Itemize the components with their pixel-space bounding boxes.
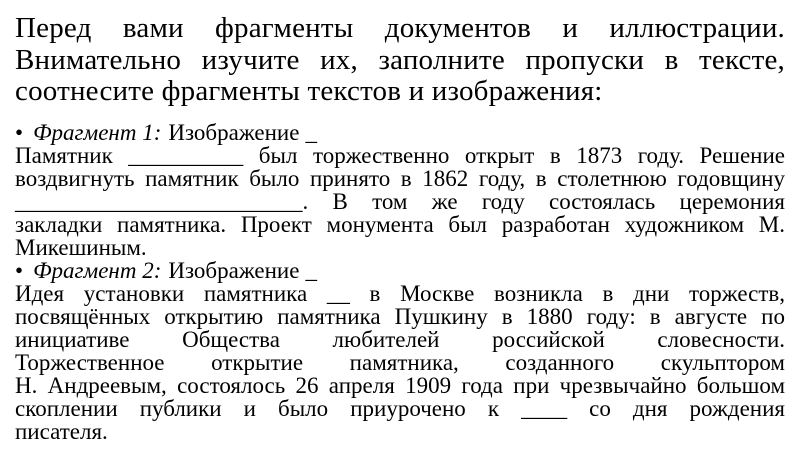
instructions-line-2: Внимательно изучите их, заполните пропуски в тексте, <box>15 43 785 76</box>
fragment-1-heading <box>15 119 785 145</box>
fragment-2-image-label: Изображение <box>168 257 300 283</box>
instructions-line-3: соотнесите фрагменты текстов и изображения: <box>15 75 603 107</box>
fragment-1-text-line: воздвигнуть памятник было принято в 1862 году, в столетнюю годовщину <box>15 165 785 191</box>
fragment-2-text-line: инициативе Общества любителей российской словесности. <box>15 326 785 352</box>
bullet-icon: • <box>15 119 24 145</box>
fragment-1-label: Фрагмент 1: <box>33 119 162 145</box>
bullet-icon: • <box>15 257 24 283</box>
fragment-1-image-blank: _ <box>305 119 317 145</box>
fragment-1-text-line-last: Микешиным. <box>15 234 147 260</box>
fragment-2-text-line: Торжественное открытие памятника, созданного скульптором <box>15 349 785 375</box>
fragment-1-image-label: Изображение <box>168 119 300 145</box>
instructions-line-1: Перед вами фрагменты документов и иллюстрации. <box>15 12 785 44</box>
fragment-1-text-line: _________________________. В том же году состоялась церемония <box>15 188 785 214</box>
fragment-2-text-line: Н. Андреевым, состоялось 26 апреля 1909 года при чрезвычайно большом <box>15 372 785 398</box>
fragment-2-image-blank: _ <box>305 257 317 283</box>
fragment-2-text-line: скоплении публики и было приурочено к ____ со дня рождения <box>15 395 785 421</box>
fragments-body <box>15 119 785 444</box>
fragment-2-heading <box>15 257 785 283</box>
fragment-2-text-line: Идея установки памятника __ в Москве возникла в дни торжеств, <box>15 280 785 306</box>
task-instructions <box>15 13 785 108</box>
fragment-2-text-line: посвящённых открытию памятника Пушкину в 1880 году: в августе по <box>15 303 785 329</box>
fragment-2-text-line-last: писателя. <box>15 418 108 444</box>
fragment-1-text-line: Памятник __________ был торжественно открыт в 1873 году. Решение <box>15 142 785 168</box>
fragment-2-label: Фрагмент 2: <box>33 257 162 283</box>
fragment-1-text-line: закладки памятника. Проект монумента был разработан художником М. <box>15 211 785 237</box>
